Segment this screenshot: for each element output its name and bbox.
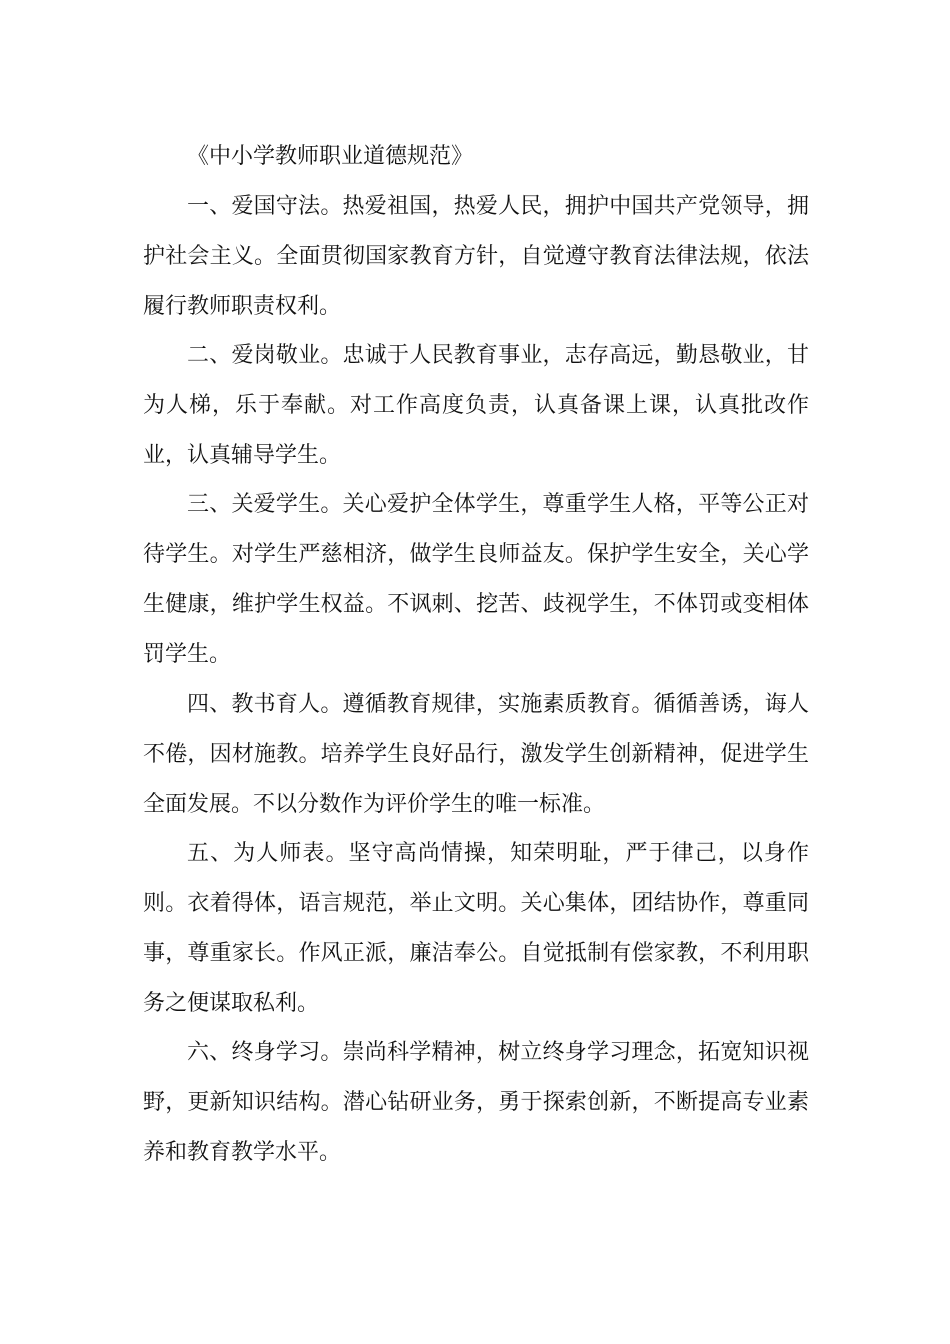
paragraph-role-model: 五、为人师表。坚守高尚情操，知荣明耻，严于律己，以身作则。衣着得体，语言规范，举止文明。关心集体，团结协作，尊重同事，尊重家长。作风正派，廉洁奉公。自觉抵制有偿家教，不利用职务之便谋取私利。	[143, 841, 809, 1016]
paragraph-teaching: 四、教书育人。遵循教育规律，实施素质教育。循循善诱，诲人不倦，因材施教。培养学生良好品行，激发学生创新精神，促进学生全面发展。不以分数作为评价学生的唯一标准。	[143, 692, 809, 817]
paragraph-patriotism: 一、爱国守法。热爱祖国，热爱人民，拥护中国共产党领导，拥护社会主义。全面贯彻国家教育方针，自觉遵守教育法律法规，依法履行教师职责权利。	[143, 194, 809, 319]
paragraph-lifelong-learning: 六、终身学习。崇尚科学精神，树立终身学习理念，拓宽知识视野，更新知识结构。潜心钻研业务，勇于探索创新，不断提高专业素养和教育教学水平。	[143, 1040, 809, 1165]
document-title: 《中小学教师职业道德规范》	[187, 144, 474, 169]
paragraph-dedication: 二、爱岗敬业。忠诚于人民教育事业，志存高远，勤恳敬业，甘为人梯，乐于奉献。对工作高度负责，认真备课上课，认真批改作业，认真辅导学生。	[143, 343, 809, 468]
paragraph-caring-students: 三、关爱学生。关心爱护全体学生，尊重学生人格，平等公正对待学生。对学生严慈相济，做学生良师益友。保护学生安全，关心学生健康，维护学生权益。不讽刺、挖苦、歧视学生，不体罚或变相体罚学生。	[143, 492, 809, 667]
